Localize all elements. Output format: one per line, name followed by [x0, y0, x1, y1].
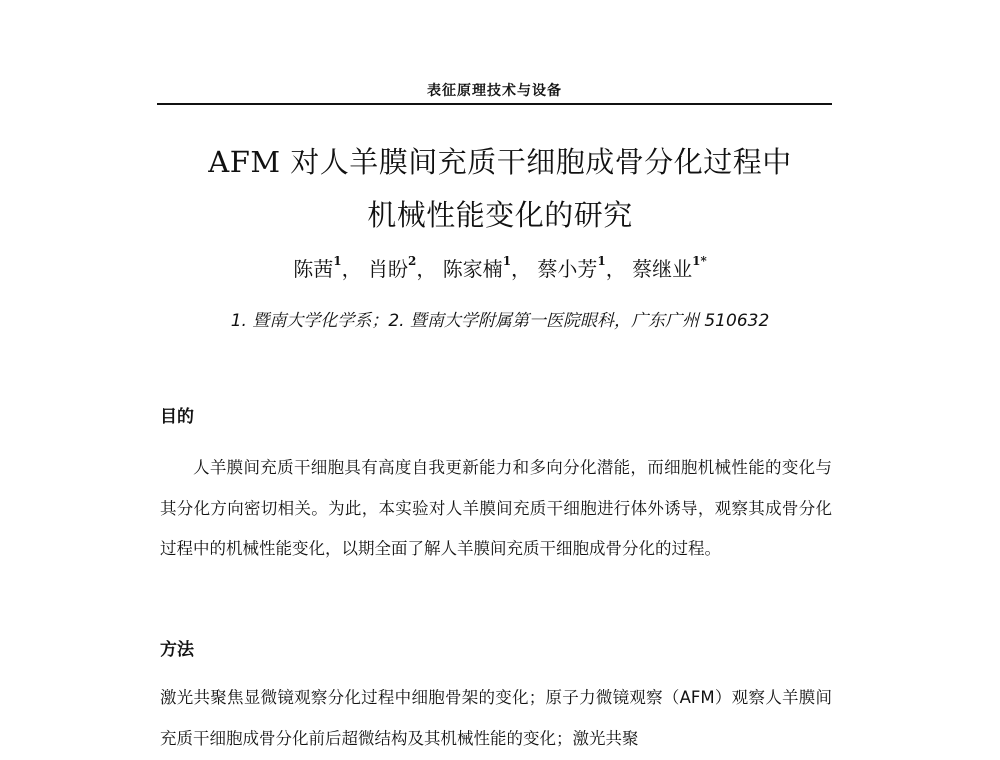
author-affiliation-mark: 1 — [502, 254, 512, 269]
author-affiliation-mark: 2 — [407, 254, 417, 269]
section-body-method: 激光共聚焦显微镜观察分化过程中细胞骨架的变化；原子力微镜观察（AFM）观察人羊膜间充质干细胞成骨分化前后超微结构及其机械性能的变化；激光共聚 — [160, 688, 832, 748]
author-affiliation-mark: 1 — [333, 254, 342, 269]
author-name: 蔡小芳 — [537, 257, 598, 281]
section-heading-aim: 目的 — [160, 407, 194, 427]
running-header: 表征原理技术与设备 — [427, 83, 562, 99]
affiliation: 1. 暨南大学化学系；2. 暨南大学附属第一医院眼科，广东广州 510632 — [230, 311, 770, 331]
author-separator: ， — [605, 257, 626, 281]
header-rule — [157, 103, 832, 105]
author-name: 陈茜 — [293, 257, 334, 281]
author-separator: ， — [416, 257, 437, 281]
author-affiliation-mark: 1 — [597, 254, 606, 269]
section-heading-method: 方法 — [160, 640, 194, 660]
author-separator: ， — [341, 257, 362, 281]
author-name: 陈家楠 — [442, 257, 503, 281]
author-affiliation-mark: 1* — [692, 254, 707, 269]
author-name: 蔡继业 — [632, 257, 693, 281]
paper-title-line-1: AFM 对人羊膜间充质干细胞成骨分化过程中 — [208, 145, 792, 179]
section-body-aim: 人羊膜间充质干细胞具有高度自我更新能力和多向分化潜能，而细胞机械性能的变化与其分化方向密切相关。为此，本实验对人羊膜间充质干细胞进行体外诱导，观察其成骨分化过程中的机械性能变化，以期全面了解人羊膜间充质干细胞成骨分化的过程。 — [160, 458, 832, 558]
author-list — [0, 253, 1000, 282]
paper-title-line-2: 机械性能变化的研究 — [367, 198, 633, 232]
author-separator: ， — [511, 257, 532, 281]
author-name: 肖盼 — [367, 257, 408, 281]
